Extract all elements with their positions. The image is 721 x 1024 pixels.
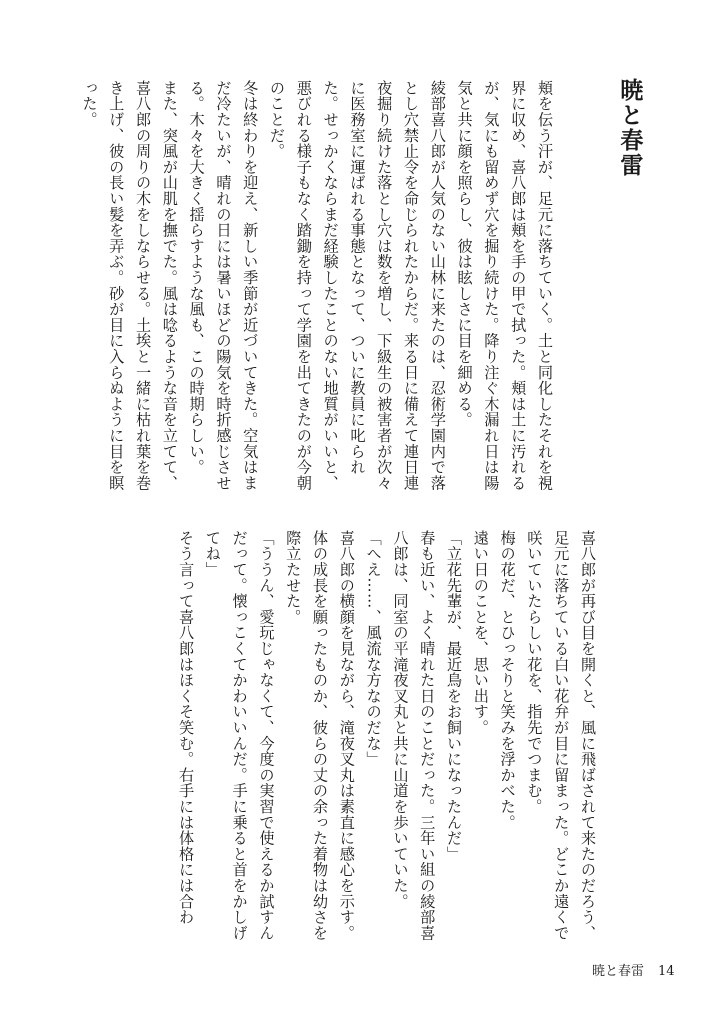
paragraph: 遠い日のことを、思い出す。 (471, 530, 490, 736)
lower-text-block (172, 530, 601, 950)
dialogue-line: 「立花先輩が、最近鳥をお飼いになったんだ」 (445, 530, 464, 862)
paragraph: 喜八郎が再び目を開くと、風に飛ばされて来たのだろう、足元に落ちている白い花弁が目に留まった。どこか遠くで咲いていたらしい花を、指先でつまむ。 (525, 530, 597, 941)
paragraph: 綾部喜八郎が人気のない山林に来たのは、忍術学園内で落とし穴禁止令を命じられたからだ。来る日に備えて連日連夜掘り続けた落とし穴は数を増し、下級生の被害者が次々に医務室に運ばれる事態となって、ついに教員に叱られた。せっかくならまだ経験したことのない地質がいいと、悪びれる様子もなく踏鋤を持って学園を出てきたのが今朝のことだ。 (268, 80, 447, 491)
paragraph: 喜八郎の横顔を見ながら、滝夜叉丸は素直に感心を示す。体の成長を願ったものか、彼らの丈の余った着物は幼さを際立たせた。 (284, 530, 356, 941)
running-title: 暁と春雷 (592, 964, 645, 979)
paragraph: そう言って喜八郎はほくそ笑む。右手には体格には合わ (177, 530, 196, 925)
paragraph: 冬は終わりを迎え、新しい季節が近づいてきた。空気はまだ冷たいが、晴れの日には暑いほどの陽気を時折感じさせる。木々を大きく揺らすような風も、この時期らしい。 (187, 80, 260, 491)
page-title: 暁と春雷 (616, 78, 643, 178)
upper-text-block (76, 80, 558, 500)
page-number: 14 (658, 964, 675, 979)
paragraph: また、突風が山肌を撫でた。風は唸るような音を立てて、喜八郎の周りの木をしならせる。土埃と一緒に枯れ葉を巻き上げ、彼の長い髪を弄ぶ。砂が目に入らぬように目を瞑った。 (80, 80, 179, 491)
paragraph: 春も近い、よく晴れた日のことだった。三年い組の綾部喜八郎は、同室の平滝夜叉丸と共に山道を歩いていた。 (391, 530, 437, 941)
dialogue-line: 「へえ……、風流な方なのだな」 (364, 530, 383, 767)
paragraph: 頬を伝う汗が、足元に落ちていく。土と同化したそれを視界に収め、喜八郎は頬を手の甲で拭った。頬は土に汚れるが、気にも留めず穴を掘り続けた。降り注ぐ木漏れ日は陽気と共に顔を照らし、彼は眩しさに目を細める。 (455, 80, 554, 491)
dialogue-line: 「ううん、愛玩じゃなくて、今度の実習で使えるか試すんだって。懐っこくてかわいいんだ。手に乗ると首をかしげてね」 (203, 530, 276, 941)
paragraph: 梅の花だ、とひっそりと笑みを浮かべた。 (498, 530, 517, 831)
page-footer (592, 960, 675, 979)
